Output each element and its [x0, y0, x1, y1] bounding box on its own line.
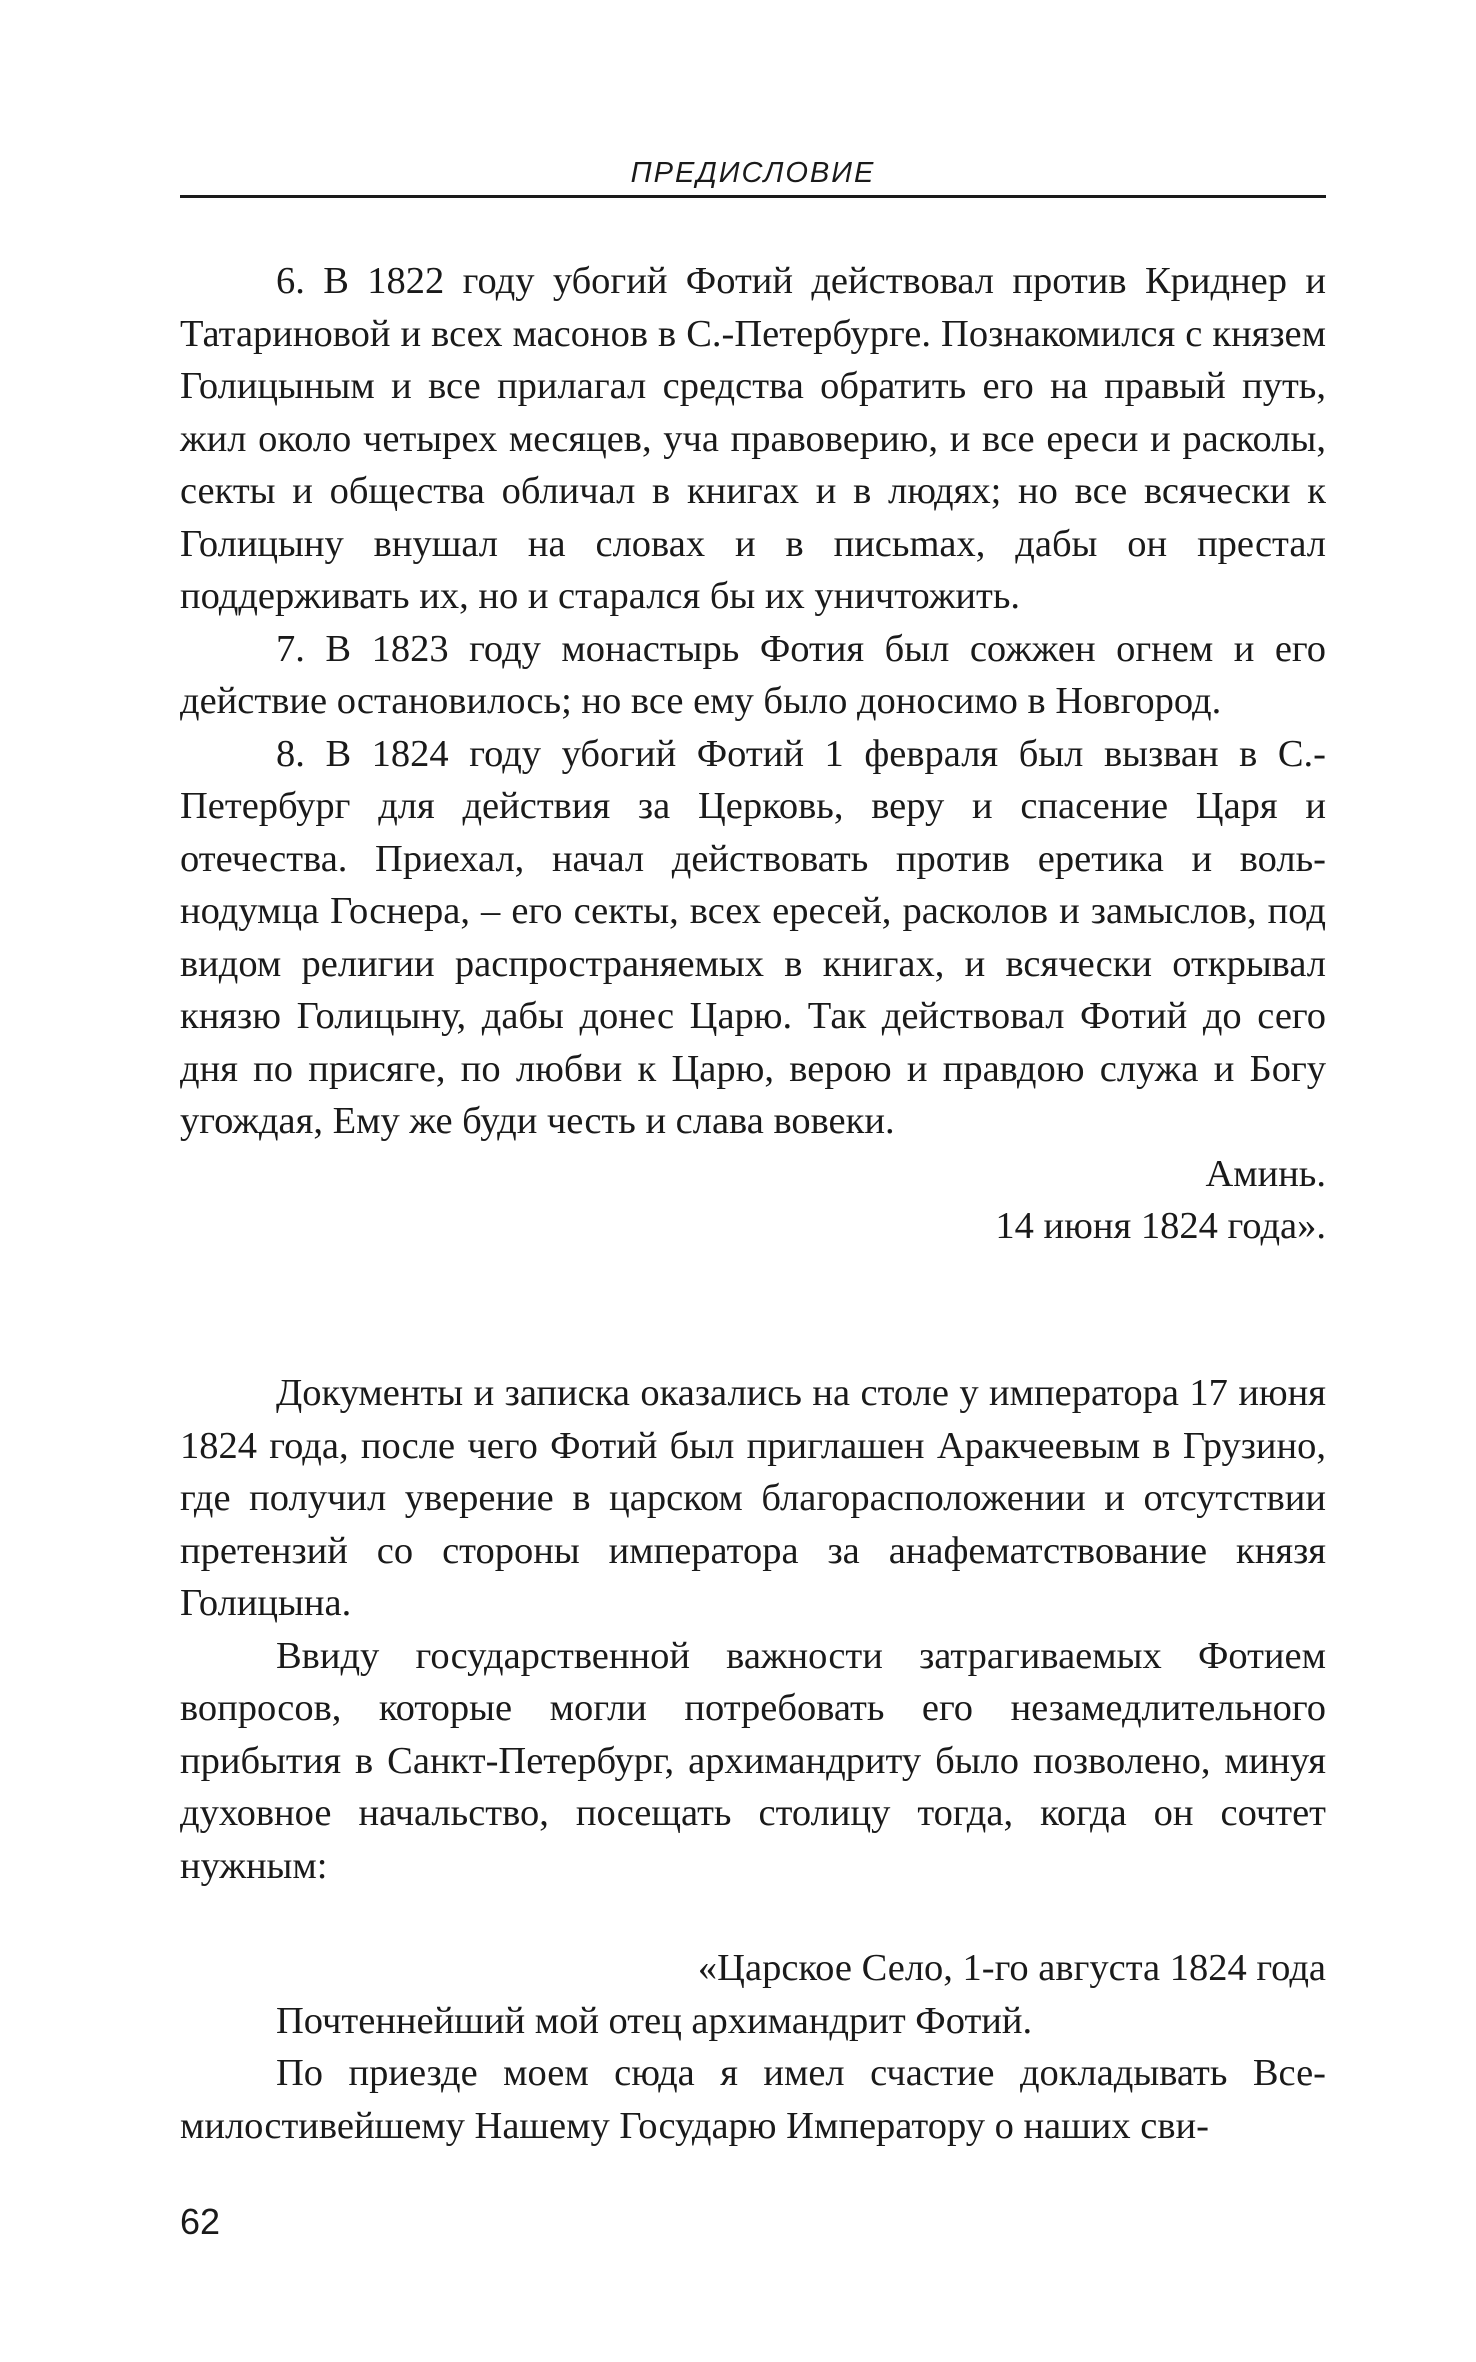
running-head: ПРЕДИСЛОВИЕ: [180, 155, 1326, 198]
narrative-text: [180, 1367, 1326, 1892]
item-7-paragraph: 7. В 1823 году монастырь Фотия был сожжен огнем и его действие остановилось; но все ему было доносимо в Новгород.: [180, 627, 1326, 722]
quoted-letter: [180, 1942, 1326, 2152]
item-6-paragraph: 6. В 1822 году убогий Фотий действовал против Криднер и Татариновой и всех масонов в С.-Петербурге. Познакомился с князем Голицыным и все прилагал средства обратить его на правый путь, жил около четырех месяцев, уча правоверию, и все ереси и расколы, секты и общества обличал в книгах и в людях; но все всячески к Голицыну внушал на словах и в письmах, дабы он престал поддерживать их, но и старался бы их уничтожить.: [180, 260, 1326, 617]
letter-body: По приезде моем сюда я имел счастие докладывать Всемилостивейшему Нашему Государю Императору о наших сви-: [180, 2052, 1326, 2147]
page-number: 62: [180, 2201, 221, 2242]
quoted-document: [180, 255, 1326, 1253]
letter-salutation: Почтеннейший мой отец архимандрит Фотий.: [276, 1999, 1033, 2042]
closing-amen: Аминь.: [1205, 1152, 1326, 1195]
letter-place-date: «Царское Село, 1-го августа 1824 года: [697, 1947, 1326, 1989]
item-8-paragraph: 8. В 1824 году убогий Фотий 1 февраля был вызван в С.-Петербург для действия за Церковь, веру и спасение Царя и отечества. Приехал, начал действовать против еретика и вольнодумца Госнера, – его секты, всех ересей, расколов и замыслов, под видом религии распространяемых в книгах, и всячески открывал князю Голицыну, дабы донес Царю. Так действовал Фотий до сего дня по присяге, по любви к Царю, верою и правдою служа и Богу угождая, Ему же буди честь и слава вовеки.: [180, 732, 1326, 1142]
narrative-paragraph-1: Документы и записка оказались на столе у императора 17 июня 1824 года, после чего Фотий был приглашен Аракчеевым в Грузино, где получил уверение в царском благорасположении и отсутствии претензий со стороны императора за анафематствование князя Голицына.: [180, 1372, 1326, 1624]
narrative-paragraph-2: Ввиду государственной важности затрагиваемых Фотием вопросов, которые могли потребовать его незамедлительного прибытия в Санкт-Петербург, архимандриту было позволено, минуя духовное начальство, посещать столицу тогда, когда он сочтет нужным:: [180, 1634, 1326, 1887]
document-date: 14 июня 1824 года».: [995, 1205, 1326, 1247]
